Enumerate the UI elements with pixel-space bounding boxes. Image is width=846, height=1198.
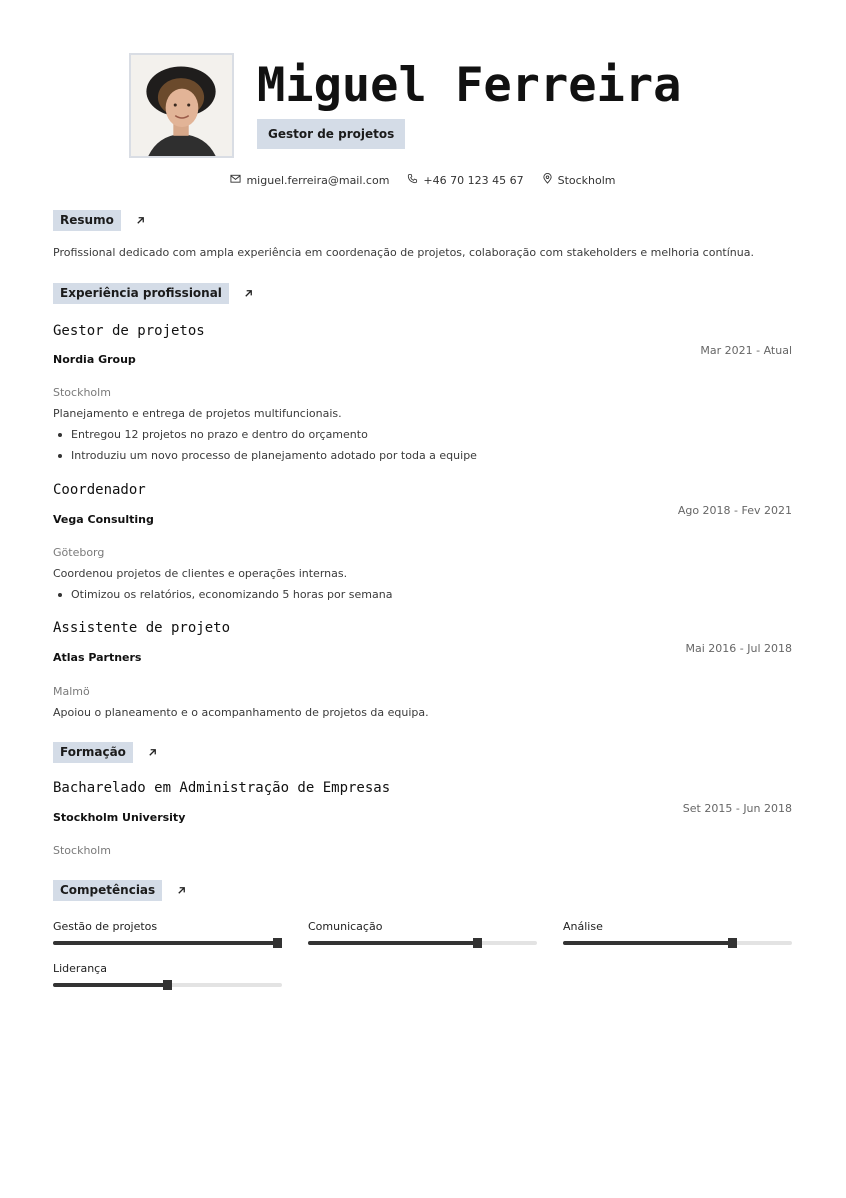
skills-section-header bbox=[53, 880, 187, 901]
skill-item bbox=[53, 920, 282, 945]
education-heading: Formação bbox=[53, 742, 133, 763]
skill-label: Liderança bbox=[53, 962, 107, 975]
skill-level-marker bbox=[273, 938, 282, 948]
experience-section-header bbox=[53, 283, 254, 304]
contact-row bbox=[0, 173, 846, 187]
skill-level-bar bbox=[53, 983, 282, 987]
job-bullet-list bbox=[53, 587, 392, 608]
skill-level-fill bbox=[53, 941, 278, 945]
skill-item bbox=[563, 920, 792, 945]
education-section-header bbox=[53, 742, 158, 763]
job-location: Malmö bbox=[53, 685, 90, 698]
arrow-up-right-icon[interactable] bbox=[147, 743, 158, 762]
education-location: Stockholm bbox=[53, 844, 111, 857]
skill-level-bar bbox=[308, 941, 537, 945]
summary-section-header bbox=[53, 210, 146, 231]
job-description: Planejamento e entrega de projetos multifuncionais. bbox=[53, 407, 342, 420]
job-role: Assistente de projeto bbox=[53, 620, 231, 636]
location-text: Stockholm bbox=[557, 173, 616, 187]
mail-icon bbox=[230, 173, 241, 187]
job-dates: Mai 2016 - Jul 2018 bbox=[685, 642, 792, 655]
skill-level-fill bbox=[308, 941, 478, 945]
skill-level-marker bbox=[163, 980, 172, 990]
skill-level-marker bbox=[473, 938, 482, 948]
skill-label: Gestão de projetos bbox=[53, 920, 158, 933]
phone-text: +46 70 123 45 67 bbox=[423, 173, 524, 187]
skill-label: Comunicação bbox=[308, 920, 383, 933]
skills-heading: Competências bbox=[53, 880, 162, 901]
profile-photo bbox=[129, 53, 234, 158]
skill-item bbox=[53, 962, 282, 987]
candidate-name: Miguel Ferreira bbox=[257, 58, 682, 113]
email-text: miguel.ferreira@mail.com bbox=[246, 173, 390, 187]
education-dates: Set 2015 - Jun 2018 bbox=[682, 802, 792, 815]
arrow-up-right-icon[interactable] bbox=[243, 284, 254, 303]
phone-icon bbox=[407, 173, 418, 187]
job-dates: Mar 2021 - Atual bbox=[700, 344, 792, 357]
job-company: Nordia Group bbox=[53, 353, 136, 366]
education-school: Stockholm University bbox=[53, 811, 186, 824]
experience-heading: Experiência profissional bbox=[53, 283, 229, 304]
job-company: Vega Consulting bbox=[53, 513, 154, 526]
contact-phone[interactable] bbox=[407, 173, 523, 187]
skill-level-fill bbox=[563, 941, 733, 945]
summary-heading: Resumo bbox=[53, 210, 121, 231]
arrow-up-right-icon[interactable] bbox=[135, 211, 146, 230]
skill-item bbox=[308, 920, 537, 945]
education-degree: Bacharelado em Administração de Empresas bbox=[53, 780, 391, 796]
list-item: Otimizou os relatórios, economizando 5 horas por semana bbox=[53, 587, 392, 608]
list-item: Introduziu um novo processo de planejamento adotado por toda a equipe bbox=[53, 448, 477, 469]
skill-label: Análise bbox=[563, 920, 603, 933]
job-bullet-list bbox=[53, 427, 477, 469]
job-description: Apoiou o planeamento e o acompanhamento de projetos da equipa. bbox=[53, 706, 429, 719]
job-title-tag: Gestor de projetos bbox=[257, 119, 405, 149]
skill-level-marker bbox=[728, 938, 737, 948]
job-company: Atlas Partners bbox=[53, 651, 142, 664]
arrow-up-right-icon[interactable] bbox=[176, 881, 187, 900]
skill-level-bar bbox=[563, 941, 792, 945]
job-role: Gestor de projetos bbox=[53, 323, 205, 339]
location-pin-icon bbox=[542, 173, 553, 187]
job-location: Göteborg bbox=[53, 546, 105, 559]
list-item: Entregou 12 projetos no prazo e dentro do orçamento bbox=[53, 427, 477, 448]
job-description: Coordenou projetos de clientes e operações internas. bbox=[53, 567, 348, 580]
contact-email[interactable] bbox=[230, 173, 389, 187]
job-location: Stockholm bbox=[53, 386, 111, 399]
contact-location bbox=[542, 173, 616, 187]
job-role: Coordenador bbox=[53, 482, 146, 498]
skill-level-bar bbox=[53, 941, 282, 945]
summary-text: Profissional dedicado com ampla experiência em coordenação de projetos, colaboração com stakeholders e melhoria contínua. bbox=[53, 246, 754, 259]
skill-level-fill bbox=[53, 983, 168, 987]
job-dates: Ago 2018 - Fev 2021 bbox=[677, 504, 792, 517]
